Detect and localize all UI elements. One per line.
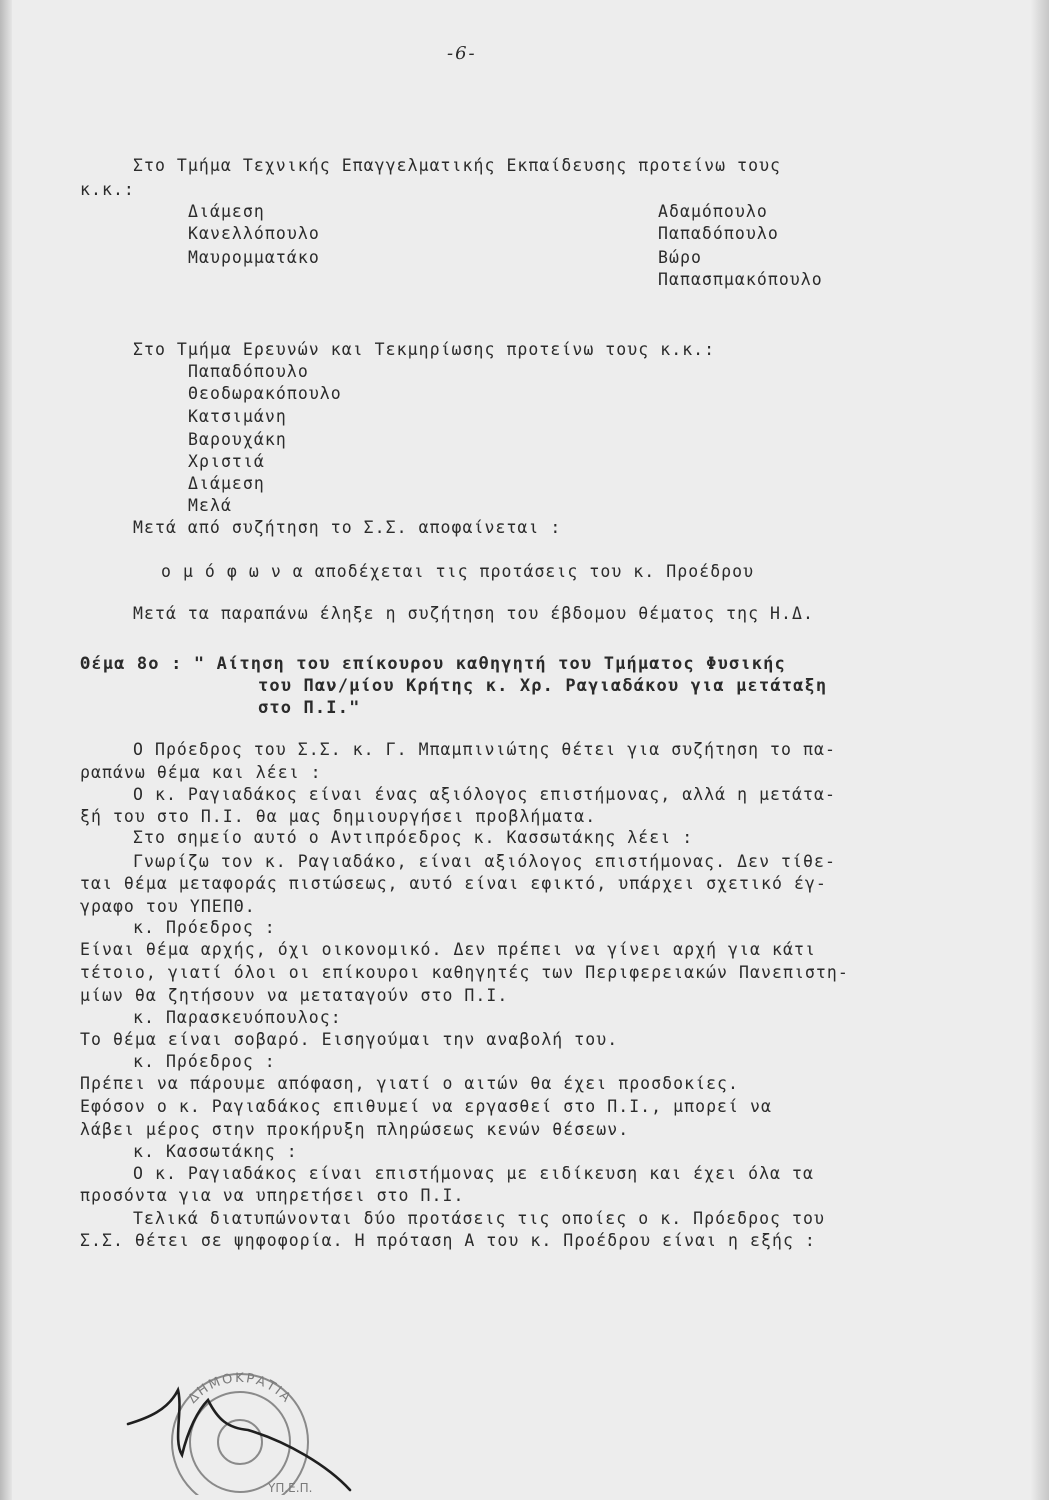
body-line: Γνωρίζω τον κ. Ραγιαδάκο, είναι αξιόλογος επιστήμονας. Δεν τίθε- [133, 852, 836, 871]
body-line: προσόντα για να υπηρετήσει στο Π.Ι. [80, 1186, 465, 1205]
section2-name: Χριστιά [188, 452, 265, 471]
decision-line: Μετά τα παραπάνω έληξε η συζήτηση του έβδομου θέματος της Η.Δ. [133, 604, 814, 623]
stamp-text-bottom: ΥΠ.Ε.Π. [268, 1481, 313, 1495]
stamp-text-top: ΔΗΜΟΚΡΑΤΙΑ [185, 1370, 295, 1407]
section2-name: Διάμεση [188, 474, 265, 493]
page-number: -6- [447, 43, 477, 64]
body-line: Είναι θέμα αρχής, όχι οικονομικό. Δεν πρέπει να γίνει αρχή για κάτι [80, 940, 816, 959]
body-line: Ο κ. Ραγιαδάκος είναι ένας αξιόλογος επιστήμονας, αλλά η μετάτα- [133, 785, 836, 804]
section2-name: Παπαδόπουλο [188, 362, 309, 381]
body-line: τέτοιο, γιατί όλοι οι επίκουροι καθηγητές των Περιφερειακών Πανεπιστη- [80, 963, 849, 982]
body-line: μίων θα ζητήσουν να μεταταγούν στο Π.Ι. [80, 986, 509, 1005]
section1-name-left: Μαυρομματάκο [188, 248, 320, 267]
body-line: Τελικά διατυπώνονται δύο προτάσεις τις οποίες ο κ. Πρόεδρος του [133, 1209, 825, 1228]
decision-line: Μετά από συζήτηση το Σ.Σ. αποφαίνεται : [133, 518, 562, 537]
body-line: κ. Κασσωτάκης : [133, 1142, 298, 1161]
section2-name: Βαρουχάκη [188, 430, 287, 449]
topic-heading: στο Π.Ι." [258, 698, 361, 718]
section1-name-right: Αδαμόπουλο [658, 202, 768, 221]
topic-heading: του Παν/μίου Κρήτης κ. Χρ. Ραγιαδάκου για μετάταξη [258, 676, 828, 696]
body-line: Εφόσον ο κ. Ραγιαδάκος επιθυμεί να εργασθεί στο Π.Ι., μπορεί να [80, 1097, 772, 1116]
section1-intro-line1: Στο Τμήμα Τεχνικής Επαγγελματικής Εκπαίδευσης προτείνω τους [133, 156, 782, 175]
body-line: Στο σημείο αυτό ο Αντιπρόεδρος κ. Κασσωτάκης λέει : [133, 828, 694, 847]
section1-name-left: Διάμεση [188, 202, 265, 221]
section1-name-right: Παπασπμακόπουλο [658, 270, 823, 289]
section2-intro: Στο Τμήμα Ερευνών και Τεκμηρίωσης προτείνω τους κ.κ.: [133, 340, 716, 359]
section1-name-right: Βώρο [658, 248, 702, 267]
body-line: γραφο του ΥΠΕΠΘ. [80, 897, 256, 916]
topic-heading: Θέμα 8ο : " Αίτηση του επίκουρου καθηγητή του Τμήματος Φυσικής [80, 654, 786, 674]
body-line: ξή του στο Π.Ι. θα μας δημιουργήσει προβλήματα. [80, 807, 597, 826]
section1-name-right: Παπαδόπουλο [658, 224, 779, 243]
body-line: Σ.Σ. θέτει σε ψηφοφορία. Η πρόταση Α του κ. Προέδρου είναι η εξής : [80, 1231, 816, 1250]
official-stamp [118, 1370, 358, 1495]
body-line: Πρέπει να πάρουμε απόφαση, γιατί ο αιτών θα έχει προσδοκίες. [80, 1074, 740, 1093]
body-line: κ. Πρόεδρος : [133, 918, 276, 937]
body-line: Το θέμα είναι σοβαρό. Εισηγούμαι την αναβολή του. [80, 1030, 619, 1049]
decision-line: ο μ ό φ ω ν α αποδέχεται τις προτάσεις του κ. Προέδρου [161, 562, 755, 581]
body-line: κ. Πρόεδρος : [133, 1052, 276, 1071]
body-line: κ. Παρασκευόπουλος: [133, 1008, 342, 1027]
section1-name-left: Κανελλόπουλο [188, 224, 320, 243]
section1-intro-line2: κ.κ.: [80, 180, 135, 199]
svg-text:ΔΗΜΟΚΡΑΤΙΑ [186, 1371, 295, 1407]
body-line: Ο κ. Ραγιαδάκος είναι επιστήμονας με ειδίκευση και έχει όλα τα [133, 1164, 814, 1183]
body-line: ραπάνω θέμα και λέει : [80, 763, 322, 782]
section2-name: Μελά [188, 496, 232, 515]
signature-icon [128, 1390, 350, 1490]
section2-name: Κατσιμάνη [188, 407, 287, 426]
body-line: Ο Πρόεδρος του Σ.Σ. κ. Γ. Μπαμπινιώτης θέτει για συζήτηση το πα- [133, 740, 836, 759]
section2-name: Θεοδωρακόπουλο [188, 384, 342, 403]
body-line: ται θέμα μεταφοράς πιστώσεως, αυτό είναι εφικτό, υπάρχει σχετικό έγ- [80, 874, 827, 893]
body-line: λάβει μέρος στην προκήρυξη πληρώσεως κενών θέσεων. [80, 1120, 630, 1139]
